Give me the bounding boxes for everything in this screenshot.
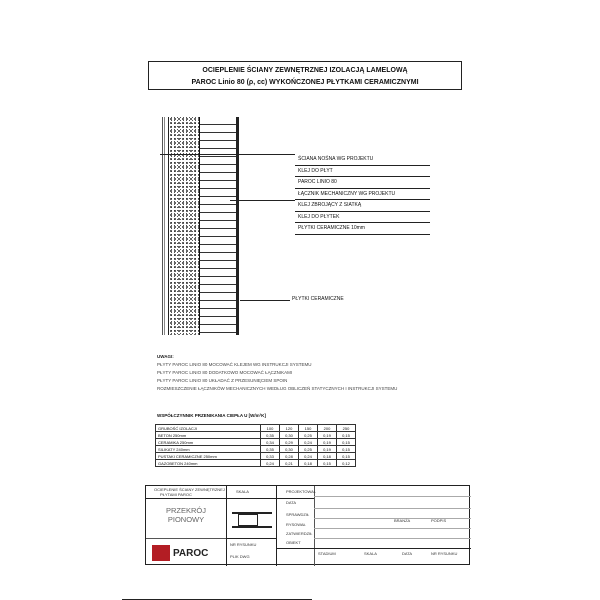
table-cell: 0,29	[280, 439, 299, 446]
table-header: 120	[280, 425, 299, 432]
wall-section-drawing	[160, 117, 240, 335]
grid-line	[314, 518, 471, 519]
stamp-bottom-label: STADIUM	[318, 551, 336, 556]
note-line: PŁYTY PAROC LINIO 80 UKŁADAĆ Z PRZESUNIĘCIEM SPOIN	[157, 378, 288, 383]
table-cell: 0,24	[299, 453, 318, 460]
table-header-row	[156, 425, 356, 432]
table-row	[156, 460, 356, 467]
u-value-table	[155, 424, 356, 467]
stamp-row-label: DATA	[286, 500, 297, 505]
stamp-scale-label: SKALA	[236, 489, 249, 494]
grid-line	[314, 538, 471, 539]
stamp-row-label: ZATWIERDZIŁ	[286, 531, 313, 536]
callout-item: PAROC LINIO 80	[295, 177, 430, 189]
grid-line	[146, 498, 314, 499]
grid-line	[314, 496, 471, 497]
table-cell: 0,21	[280, 460, 299, 467]
stamp-text: PLIK DWG	[230, 554, 250, 559]
sketch-line	[232, 526, 272, 528]
callout-item: PŁYTKI CERAMICZNE 10mm	[295, 223, 430, 235]
table-cell: CERAMIKA 250mm	[156, 439, 261, 446]
table-header: 100	[261, 425, 280, 432]
stamp-col-label: PODPIS	[431, 518, 447, 523]
stamp-col-label: BRANŻA	[394, 518, 411, 523]
table-cell: 0,19	[318, 439, 337, 446]
stamp-text: NR RYSUNKU	[230, 542, 257, 547]
table-cell: 0,35	[261, 432, 280, 439]
grid-line	[314, 508, 471, 509]
section-label: PŁYTKI CERAMICZNE	[292, 296, 344, 302]
table-row	[156, 446, 356, 453]
title-block	[145, 485, 470, 565]
table-cell: 0,19	[318, 432, 337, 439]
title-line-1: OCIEPLENIE ŚCIANY ZEWNĘTRZNEJ IZOLACJĄ LAMELOWĄ	[202, 67, 408, 74]
leader-line	[230, 200, 295, 201]
table-cell: 0,24	[261, 460, 280, 467]
table-cell: 0,15	[337, 446, 356, 453]
stamp-row-label: SPRAWDZIŁ	[286, 512, 310, 517]
table-cell: BETON 250mm	[156, 432, 261, 439]
ceramic-tiles	[236, 117, 239, 335]
callout-item: ŁĄCZNIK MECHANICZNY WG PROJEKTU	[295, 189, 430, 201]
table-cell: 0,15	[337, 432, 356, 439]
stamp-row-label: PROJEKTOWAŁ	[286, 489, 317, 494]
paroc-brand: PAROC	[173, 547, 209, 559]
sketch-box	[238, 514, 258, 526]
stamp-bottom-label: DATA	[402, 551, 413, 556]
table-cell: 0,30	[280, 432, 299, 439]
section-edge-line	[162, 117, 163, 335]
callout-item: KLEJ DO PŁYT	[295, 166, 430, 178]
grid-line	[314, 528, 471, 529]
table-cell: 0,15	[318, 460, 337, 467]
table-cell: SILIKATY 240mm	[156, 446, 261, 453]
grid-line	[276, 548, 471, 549]
callout-item: ŚCIANA NOŚNA WG PROJEKTU	[295, 154, 430, 166]
note-line: PŁYTY PAROC LINIO 80 MOCOWAĆ KLEJEM WG INSTRUKCJI SYSTEMU	[157, 362, 312, 367]
table-row	[156, 439, 356, 446]
table-header: 250	[337, 425, 356, 432]
table-cell: 0,15	[337, 453, 356, 460]
title-line-2: PAROC Linio 80 (ρ, cc) WYKOŃCZONEJ PŁYTKAMI CERAMICZNYMI	[191, 79, 419, 86]
table-cell: 0,25	[299, 432, 318, 439]
layer-callouts	[295, 154, 430, 235]
stamp-bottom-label: NR RYSUNKU	[431, 551, 458, 556]
section-name: PRZEKRÓJ PIONOWY	[165, 506, 206, 524]
paroc-logo	[152, 545, 208, 561]
section-inner-line	[164, 117, 165, 335]
table-row	[156, 453, 356, 460]
insulation-lamella	[200, 117, 238, 335]
table-cell: 0,33	[261, 453, 280, 460]
table-cell: 0,25	[299, 446, 318, 453]
table-cell: 0,34	[261, 439, 280, 446]
leader-line	[160, 154, 295, 155]
table-cell: 0,24	[299, 439, 318, 446]
table-cell: 0,18	[299, 460, 318, 467]
callout-item: KLEJ DO PŁYTEK	[295, 212, 430, 224]
table-cell: GAZOBETON 240mm	[156, 460, 261, 467]
table-cell: 0,15	[337, 439, 356, 446]
table-row	[156, 432, 356, 439]
callout-item: KLEJ ZBROJĄCY Z SIATKĄ	[295, 200, 430, 212]
stamp-bottom-label: SKALA	[364, 551, 377, 556]
notes-block	[157, 353, 397, 393]
table-title: WSPÓŁCZYNNIK PRZENIKANIA CIEPŁA U [W/m²K]	[157, 413, 266, 418]
stamp-row-label: OBIEKT	[286, 540, 301, 545]
stamp-label: PŁYTAMI PAROC	[160, 492, 192, 497]
drawing-title	[148, 61, 462, 90]
notes-header: UWAGI:	[157, 354, 174, 359]
table-header: GRUBOŚĆ IZOLACJI	[156, 425, 261, 432]
detail-sketch	[232, 506, 272, 534]
stamp-row-label: RYSOWAŁ	[286, 522, 306, 527]
table-cell: 0,35	[261, 446, 280, 453]
table-cell: 0,12	[337, 460, 356, 467]
paroc-logo-icon	[152, 545, 170, 561]
grid-line	[226, 538, 276, 539]
grid-line	[146, 538, 226, 539]
table-cell: PUSTAKI CERAMICZNE 250mm	[156, 453, 261, 460]
grid-line	[314, 486, 315, 566]
table-header: 150	[299, 425, 318, 432]
load-bearing-wall	[168, 117, 200, 335]
table-header: 200	[318, 425, 337, 432]
table-cell: 0,30	[280, 446, 299, 453]
table-cell: 0,18	[318, 453, 337, 460]
stamp-label: OCIEPLENIE ŚCIANY ZEWNĘTRZNEJ	[154, 487, 225, 492]
leader-line	[240, 300, 290, 301]
table-cell: 0,28	[280, 453, 299, 460]
table-cell: 0,19	[318, 446, 337, 453]
note-line: ROZMIESZCZENIE ŁĄCZNIKÓW MECHANICZNYCH WEDŁUG OBLICZEŃ STATYCZNYCH I INSTRUKCJI SYSTEMU	[157, 386, 398, 391]
note-line: PŁYTY PAROC LINIO 80 DODATKOWO MOCOWAĆ ŁĄCZNIKAMI	[157, 370, 293, 375]
